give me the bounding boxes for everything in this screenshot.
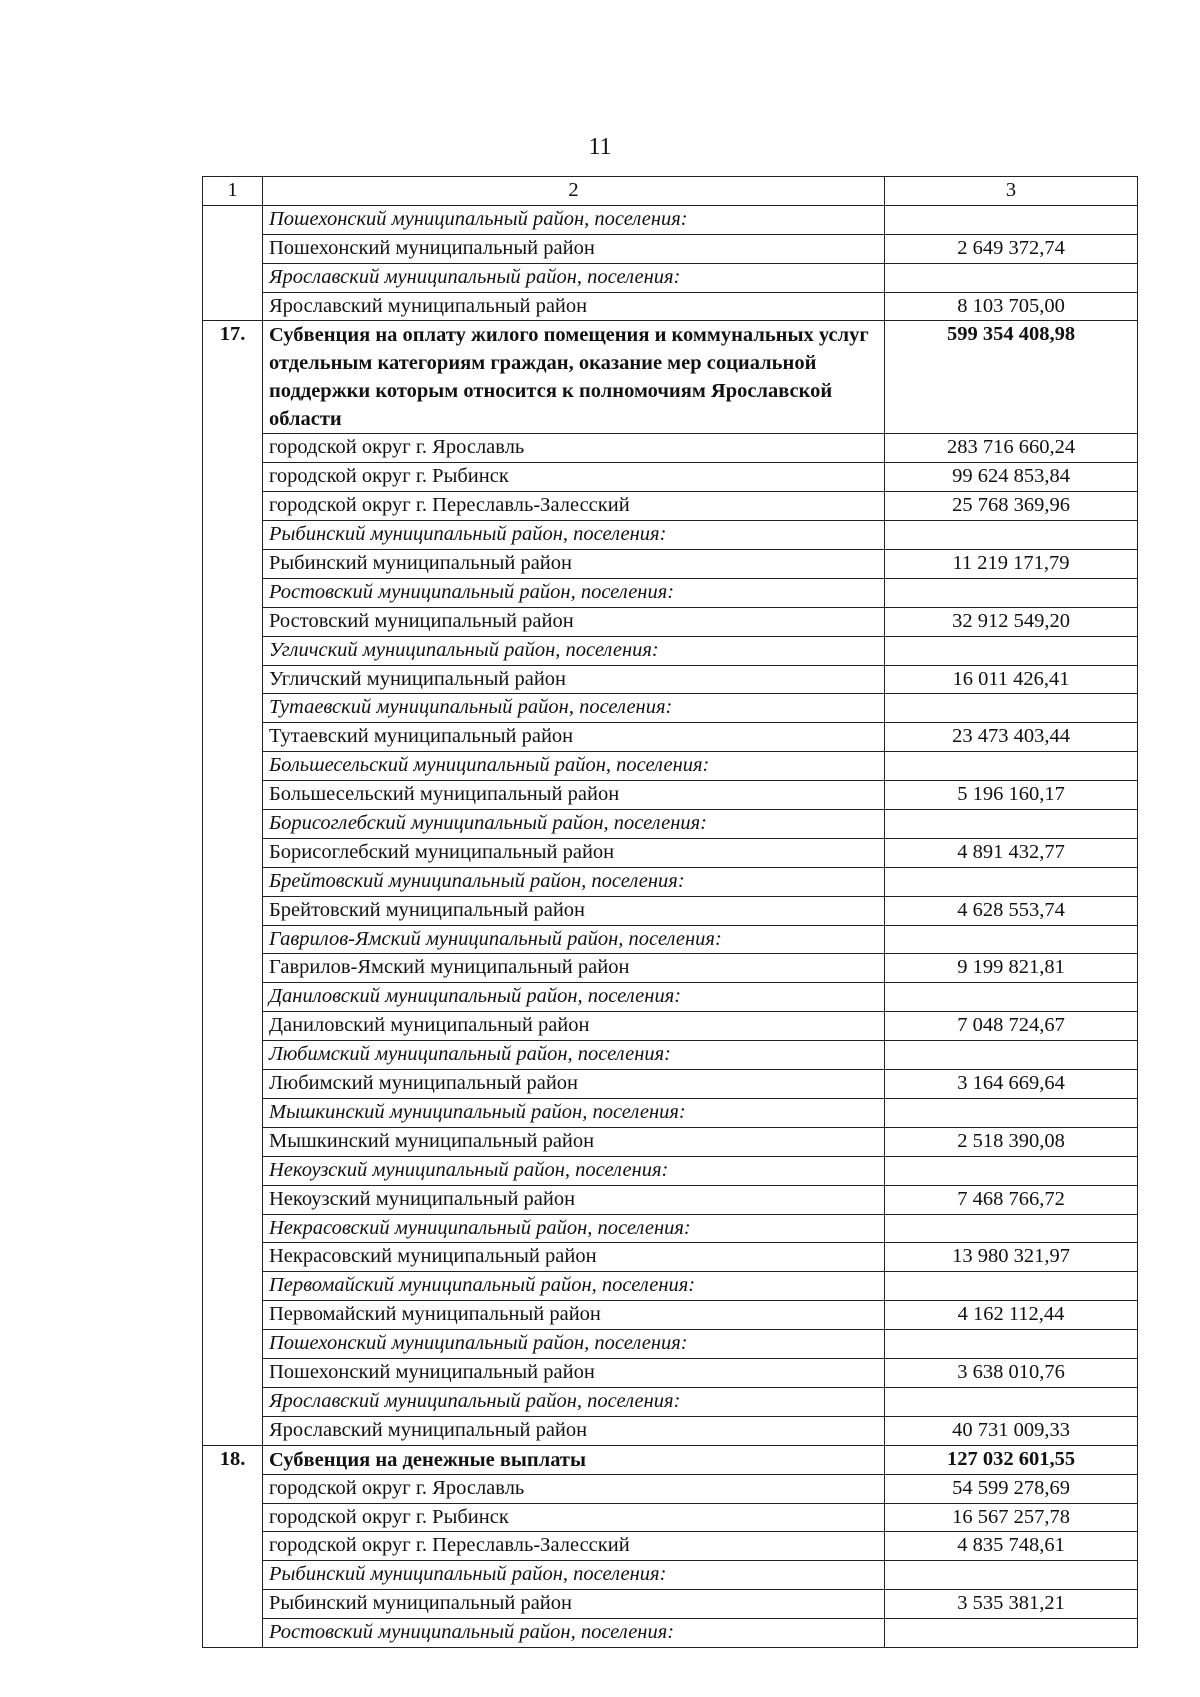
subheader-row xyxy=(203,1619,1138,1648)
subheader-row xyxy=(203,263,1138,292)
item-number xyxy=(203,1474,263,1503)
table-row xyxy=(203,723,1138,752)
item-number xyxy=(203,723,263,752)
item-number xyxy=(203,578,263,607)
subheader-row xyxy=(203,694,1138,723)
table-row xyxy=(203,838,1138,867)
item-name: Ростовский муниципальный район, поселения: xyxy=(263,1619,885,1648)
item-name: Большесельский муниципальный район xyxy=(263,781,885,810)
table-row xyxy=(203,607,1138,636)
item-amount: 127 032 601,55 xyxy=(885,1445,1138,1474)
item-amount: 3 638 010,76 xyxy=(885,1358,1138,1387)
item-name: Некоузский муниципальный район xyxy=(263,1185,885,1214)
item-name: Тутаевский муниципальный район, поселения: xyxy=(263,694,885,723)
item-amount xyxy=(885,1156,1138,1185)
item-number xyxy=(203,1214,263,1243)
item-number xyxy=(203,463,263,492)
item-amount xyxy=(885,1272,1138,1301)
item-number xyxy=(203,492,263,521)
item-name: Первомайский муниципальный район, поселения: xyxy=(263,1272,885,1301)
table-row xyxy=(203,954,1138,983)
item-name: Большесельский муниципальный район, поселения: xyxy=(263,752,885,781)
item-name: Пошехонский муниципальный район xyxy=(263,1358,885,1387)
item-name: Некрасовский муниципальный район xyxy=(263,1243,885,1272)
item-number xyxy=(203,838,263,867)
item-number xyxy=(203,1243,263,1272)
item-name: Любимский муниципальный район, поселения: xyxy=(263,1041,885,1070)
subheader-row xyxy=(203,925,1138,954)
table-body xyxy=(203,177,1138,1648)
item-name: городской округ г. Переславль-Залесский xyxy=(263,492,885,521)
item-number xyxy=(203,954,263,983)
item-amount: 5 196 160,17 xyxy=(885,781,1138,810)
table-row xyxy=(203,1243,1138,1272)
item-amount xyxy=(885,752,1138,781)
table-row xyxy=(203,1590,1138,1619)
item-amount xyxy=(885,521,1138,550)
header-col-3: 3 xyxy=(885,177,1138,206)
subheader-row xyxy=(203,1387,1138,1416)
item-amount xyxy=(885,925,1138,954)
item-name: Субвенция на оплату жилого помещения и коммунальных услуг отдельным категориям граждан, оказание мер социальной поддержки которым относится к полномочиям Ярославской области xyxy=(263,321,885,434)
item-name: Рыбинский муниципальный район xyxy=(263,550,885,579)
subheader-row xyxy=(203,810,1138,839)
item-amount xyxy=(885,1387,1138,1416)
item-amount: 54 599 278,69 xyxy=(885,1474,1138,1503)
subvention-table xyxy=(202,176,1138,1648)
item-number xyxy=(203,1619,263,1648)
item-number xyxy=(203,434,263,463)
item-name: Рыбинский муниципальный район, поселения: xyxy=(263,1561,885,1590)
subheader-row xyxy=(203,752,1138,781)
item-amount xyxy=(885,1330,1138,1359)
subheader-row xyxy=(203,1041,1138,1070)
table-row xyxy=(203,234,1138,263)
header-col-1: 1 xyxy=(203,177,263,206)
item-amount xyxy=(885,1098,1138,1127)
item-amount xyxy=(885,1619,1138,1648)
item-name: Пошехонский муниципальный район, поселения: xyxy=(263,1330,885,1359)
item-number xyxy=(203,1387,263,1416)
section-row xyxy=(203,321,1138,434)
item-amount xyxy=(885,810,1138,839)
item-amount: 4 835 748,61 xyxy=(885,1532,1138,1561)
item-amount: 99 624 853,84 xyxy=(885,463,1138,492)
item-name: Субвенция на денежные выплаты xyxy=(263,1445,885,1474)
item-name: Любимский муниципальный район xyxy=(263,1070,885,1099)
item-amount: 16 567 257,78 xyxy=(885,1503,1138,1532)
table-row xyxy=(203,665,1138,694)
item-number xyxy=(203,1185,263,1214)
item-name: городской округ г. Рыбинск xyxy=(263,1503,885,1532)
item-amount: 25 768 369,96 xyxy=(885,492,1138,521)
table-row xyxy=(203,1301,1138,1330)
item-number xyxy=(203,263,263,292)
item-number xyxy=(203,896,263,925)
item-number: 18. xyxy=(203,1445,263,1474)
table-row xyxy=(203,550,1138,579)
table-row xyxy=(203,292,1138,321)
item-amount: 4 162 112,44 xyxy=(885,1301,1138,1330)
item-name: городской округ г. Переславль-Залесский xyxy=(263,1532,885,1561)
item-name: городской округ г. Ярославль xyxy=(263,434,885,463)
table-row xyxy=(203,896,1138,925)
item-amount: 283 716 660,24 xyxy=(885,434,1138,463)
item-number xyxy=(203,234,263,263)
item-name: Даниловский муниципальный район xyxy=(263,1012,885,1041)
item-name: Угличский муниципальный район xyxy=(263,665,885,694)
table-row xyxy=(203,781,1138,810)
item-number: 17. xyxy=(203,321,263,434)
item-number xyxy=(203,1098,263,1127)
subheader-row xyxy=(203,1214,1138,1243)
item-number xyxy=(203,1561,263,1590)
item-name: Мышкинский муниципальный район, поселения: xyxy=(263,1098,885,1127)
item-amount xyxy=(885,205,1138,234)
item-name: Брейтовский муниципальный район, поселения: xyxy=(263,867,885,896)
item-amount: 2 518 390,08 xyxy=(885,1127,1138,1156)
item-number xyxy=(203,867,263,896)
item-amount: 599 354 408,98 xyxy=(885,321,1138,434)
item-amount xyxy=(885,1041,1138,1070)
item-number xyxy=(203,205,263,234)
item-number xyxy=(203,1503,263,1532)
table-row xyxy=(203,1070,1138,1099)
table-row xyxy=(203,1416,1138,1445)
subheader-row xyxy=(203,521,1138,550)
table-row xyxy=(203,492,1138,521)
subheader-row xyxy=(203,983,1138,1012)
item-amount: 4 628 553,74 xyxy=(885,896,1138,925)
table-header-row xyxy=(203,177,1138,206)
subheader-row xyxy=(203,636,1138,665)
item-name: Рыбинский муниципальный район, поселения: xyxy=(263,521,885,550)
item-number xyxy=(203,636,263,665)
item-amount xyxy=(885,983,1138,1012)
subheader-row xyxy=(203,1561,1138,1590)
table-row xyxy=(203,1358,1138,1387)
table-row xyxy=(203,1474,1138,1503)
subheader-row xyxy=(203,205,1138,234)
item-number xyxy=(203,925,263,954)
item-number xyxy=(203,752,263,781)
item-number xyxy=(203,1301,263,1330)
item-amount: 7 468 766,72 xyxy=(885,1185,1138,1214)
item-number xyxy=(203,550,263,579)
item-name: Ярославский муниципальный район, поселения: xyxy=(263,263,885,292)
table-row xyxy=(203,1503,1138,1532)
item-amount: 2 649 372,74 xyxy=(885,234,1138,263)
item-number xyxy=(203,292,263,321)
item-name: Борисоглебский муниципальный район, поселения: xyxy=(263,810,885,839)
item-amount xyxy=(885,263,1138,292)
item-number xyxy=(203,810,263,839)
item-amount xyxy=(885,578,1138,607)
item-amount: 7 048 724,67 xyxy=(885,1012,1138,1041)
item-name: Ростовский муниципальный район xyxy=(263,607,885,636)
item-amount: 16 011 426,41 xyxy=(885,665,1138,694)
item-name: Ярославский муниципальный район xyxy=(263,1416,885,1445)
item-amount xyxy=(885,636,1138,665)
item-number xyxy=(203,1532,263,1561)
subheader-row xyxy=(203,578,1138,607)
item-name: Борисоглебский муниципальный район xyxy=(263,838,885,867)
item-number xyxy=(203,1070,263,1099)
table-row xyxy=(203,1532,1138,1561)
subheader-row xyxy=(203,1156,1138,1185)
section-row xyxy=(203,1445,1138,1474)
table-row xyxy=(203,1185,1138,1214)
item-amount xyxy=(885,694,1138,723)
item-amount: 4 891 432,77 xyxy=(885,838,1138,867)
item-amount xyxy=(885,867,1138,896)
page-number: 11 xyxy=(588,134,612,160)
item-amount: 9 199 821,81 xyxy=(885,954,1138,983)
table-row xyxy=(203,434,1138,463)
subheader-row xyxy=(203,1272,1138,1301)
item-amount: 3 535 381,21 xyxy=(885,1590,1138,1619)
item-number xyxy=(203,983,263,1012)
item-number xyxy=(203,1272,263,1301)
header-col-2: 2 xyxy=(263,177,885,206)
item-name: Пошехонский муниципальный район xyxy=(263,234,885,263)
item-amount: 40 731 009,33 xyxy=(885,1416,1138,1445)
item-number xyxy=(203,1330,263,1359)
subheader-row xyxy=(203,1330,1138,1359)
item-name: Даниловский муниципальный район, поселения: xyxy=(263,983,885,1012)
item-number xyxy=(203,1156,263,1185)
item-name: Некрасовский муниципальный район, поселения: xyxy=(263,1214,885,1243)
item-number xyxy=(203,665,263,694)
table-row xyxy=(203,1127,1138,1156)
item-name: городской округ г. Рыбинск xyxy=(263,463,885,492)
item-number xyxy=(203,1012,263,1041)
item-name: Гаврилов-Ямский муниципальный район xyxy=(263,954,885,983)
table-row xyxy=(203,1012,1138,1041)
item-name: Мышкинский муниципальный район xyxy=(263,1127,885,1156)
item-number xyxy=(203,1416,263,1445)
item-name: Угличский муниципальный район, поселения: xyxy=(263,636,885,665)
subheader-row xyxy=(203,867,1138,896)
item-amount: 11 219 171,79 xyxy=(885,550,1138,579)
item-amount: 3 164 669,64 xyxy=(885,1070,1138,1099)
item-name: Тутаевский муниципальный район xyxy=(263,723,885,752)
item-name: городской округ г. Ярославль xyxy=(263,1474,885,1503)
item-name: Некоузский муниципальный район, поселения: xyxy=(263,1156,885,1185)
item-name: Ярославский муниципальный район xyxy=(263,292,885,321)
item-name: Первомайский муниципальный район xyxy=(263,1301,885,1330)
item-number xyxy=(203,694,263,723)
item-amount: 13 980 321,97 xyxy=(885,1243,1138,1272)
item-amount xyxy=(885,1214,1138,1243)
item-number xyxy=(203,1358,263,1387)
item-amount: 32 912 549,20 xyxy=(885,607,1138,636)
item-amount: 8 103 705,00 xyxy=(885,292,1138,321)
item-name: Пошехонский муниципальный район, поселения: xyxy=(263,205,885,234)
item-number xyxy=(203,781,263,810)
item-number xyxy=(203,1127,263,1156)
item-number xyxy=(203,1041,263,1070)
item-number xyxy=(203,521,263,550)
item-number xyxy=(203,607,263,636)
table-row xyxy=(203,463,1138,492)
item-name: Гаврилов-Ямский муниципальный район, поселения: xyxy=(263,925,885,954)
item-name: Ростовский муниципальный район, поселения: xyxy=(263,578,885,607)
subheader-row xyxy=(203,1098,1138,1127)
item-amount xyxy=(885,1561,1138,1590)
item-name: Рыбинский муниципальный район xyxy=(263,1590,885,1619)
item-name: Ярославский муниципальный район, поселения: xyxy=(263,1387,885,1416)
item-amount: 23 473 403,44 xyxy=(885,723,1138,752)
item-number xyxy=(203,1590,263,1619)
item-name: Брейтовский муниципальный район xyxy=(263,896,885,925)
